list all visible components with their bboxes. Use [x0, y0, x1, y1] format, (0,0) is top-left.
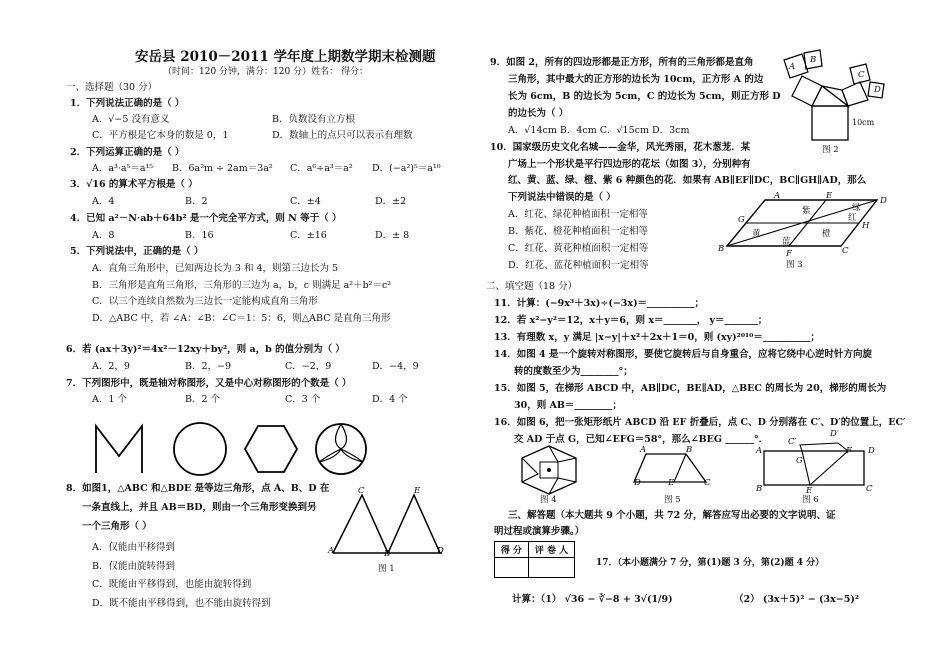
q7-option-d: D．4 个 [372, 394, 408, 405]
q5-option-b: B．三角形是直角三角形，三角形的三边为 a，b，c 则满足 a²＋b²＝c² [92, 280, 392, 291]
q9-line4: 的边长为（ ） [508, 108, 569, 119]
fig2-label-c: C [858, 70, 865, 80]
section-1-heading: 一、选择题（30 分） [66, 82, 158, 93]
q11: 11．计算：(−9x³＋3x)÷(−3x)＝__________； [494, 298, 705, 309]
trefoil-shape [316, 424, 366, 474]
q17-part2: （2） (3x＋5)² − (3x−5)² [734, 594, 860, 605]
fig2-caption: 图 2 [822, 145, 839, 155]
q5-option-c: C．以三个连续自然数为三边长一定能构成直角三角形 [92, 296, 318, 307]
section-2-heading: 二、填空题（18 分） [486, 281, 578, 292]
q7-option-b: B．2 个 [185, 394, 221, 405]
q15-line2: 30，则 AB＝________； [514, 400, 622, 411]
q4-option-d: D．± 8 [375, 230, 410, 241]
q9-line3: 长为 6cm，B 的边长为 5cm，C 的边长为 5cm，则正方形 D [508, 91, 781, 102]
fig3-label-d: D [880, 196, 887, 206]
q6-stem: 6．若 (ax＋3y)²＝4x²－12xy＋by²，则 a，b 的值分别为（ ） [66, 344, 345, 355]
fig6-label-a: A [756, 446, 763, 456]
fig3-caption: 图 3 [786, 260, 803, 270]
q3-option-d: D．±2 [375, 196, 407, 207]
fig1-label-d: D [437, 546, 444, 556]
q8-stem-line2: 一条直线上，并且 AB＝BD，则由一个三角形变换到另 [82, 502, 317, 513]
q6-option-c: C．−2，9 [285, 361, 332, 372]
fig3-region-yellow: 黄 [752, 229, 761, 239]
q8-option-b: B．仅能由旋转得到 [92, 561, 175, 572]
figure-6 [760, 437, 875, 489]
fig3-region-orange: 橙 [822, 229, 831, 239]
q2-stem: 2．下列运算正确的是（ ） [70, 147, 185, 158]
section-3-heading-line2: 明过程或演算步骤。） [494, 526, 585, 537]
fig5-label-a: A [640, 445, 647, 455]
fig1-label-a: A [328, 546, 335, 556]
fig6-label-b: B [756, 484, 763, 494]
q7-shapes [92, 418, 422, 478]
fig6-caption: 图 6 [802, 495, 819, 505]
q7-stem: 7．下列图形中，既是轴对称图形，又是中心对称图形的个数是（ ） [66, 378, 352, 389]
q4-option-a: A．8 [92, 230, 115, 241]
q4-stem: 4．已知 a²－N·ab＋64b² 是一个完全平方式，则 N 等于（ ） [70, 213, 342, 224]
fig3-label-g: G [738, 215, 745, 225]
fig6-label-f: F [846, 446, 852, 456]
fig2-label-d: D [874, 85, 881, 95]
q10-line3: 红、黄、蓝、绿、橙、紫 6 种颜色的花．如果有 AB∥EF∥DC，BC∥GH∥AD，那么 [508, 175, 867, 186]
fig1-caption: 图 1 [378, 564, 395, 574]
fig3-region-blue: 蓝 [782, 237, 791, 247]
fig3-label-e: E [826, 191, 833, 201]
q8-option-a: A．仅能由平移得到 [92, 542, 175, 553]
q5-option-d: D．△ABC 中，若 ∠A：∠B：∠C＝1：5：6，则△ABC 是直角三角形 [92, 313, 391, 324]
q5-option-a: A．直角三角形中，已知两边长为 3 和 4，则第三边长为 5 [92, 263, 339, 274]
score-table [494, 541, 575, 578]
q10-option-b: B．紫花、橙花种植面积一定相等 [508, 226, 648, 237]
fig5-label-e: E [668, 478, 675, 488]
figure-4 [514, 444, 584, 496]
q14-line2: 转的度数至少为________°； [514, 366, 633, 377]
fig1-label-c: C [358, 486, 365, 496]
q17-stem: 17．（本小题满分 7 分，第(1)题 3 分，第(2)题 4 分） [596, 558, 825, 568]
fig3-label-h: H [862, 221, 870, 231]
q8-option-c: C．既能由平移得到，也能由旋转得到 [92, 579, 252, 590]
page-title: 安岳县 2010－2011 学年度上期数学期末检测题 [135, 49, 436, 65]
q10-option-d: D．红花、蓝花种植面积一定相等 [508, 260, 649, 271]
fig6-label-c: C [866, 484, 873, 494]
q16-line2: 交 AD 于点 G，已知∠EFG＝58°，那么∠BEG ______°． [514, 434, 769, 445]
q2-option-c: C．a⁶÷a³＝a² [290, 163, 353, 174]
q8-option-d: D．既不能由平移得到，也不能由旋转得到 [92, 598, 271, 609]
fig1-label-b: B [384, 549, 391, 559]
q4-option-c: C．±16 [290, 230, 327, 241]
m-shape [96, 426, 142, 473]
q1-option-a: A．√−5 没有意义 [92, 114, 170, 125]
q10-option-c: C．红花、黄花种植面积一定相等 [508, 243, 649, 254]
q16-line1: 16．如图 6，把一张矩形纸片 ABCD 沿 EF 折叠后，点 C、D 分别落在 C′、D′的位置上，EC′ [494, 417, 906, 428]
q9-line1: 9．如图 2，所有的四边形都是正方形，所有的三角形都是直角 [490, 57, 754, 68]
q2-option-a: A．a³·a⁵＝a¹⁵ [92, 163, 154, 174]
q2-option-d: D．(−a²)⁵＝a¹⁰ [372, 163, 441, 174]
fig3-label-f: F [786, 249, 792, 259]
fig1-label-e: E [414, 486, 421, 496]
fig3-label-a: A [774, 191, 781, 201]
fig3-region-green: 绿 [852, 203, 861, 213]
q17-part1: 计算：（1） √36 − ∛−8 + 3√(1/9) [512, 594, 673, 605]
q10-line4: 下列说法中错误的是（ ） [508, 192, 616, 203]
q10-option-a: A．红花、绿花种植面积一定相等 [508, 209, 648, 220]
fig2-label-a: A [789, 62, 796, 72]
q9-line2: 三角形，其中最大的正方形的边长为 10cm，正方形 A 的边 [508, 74, 764, 85]
q6-option-b: B．2，−9 [185, 361, 232, 372]
score-cell[interactable] [495, 558, 529, 578]
hexagon-shape [245, 426, 297, 472]
q1-option-d: D．数轴上的点只可以表示有理数 [272, 130, 413, 141]
q12: 12．若 x²−y²＝12，x＋y＝6，则 x＝_______， y＝_______； [494, 315, 768, 326]
q9-options: A．√14cm B．4cm C．√15cm D．3cm [508, 125, 690, 136]
fig6-label-g: G [796, 456, 803, 466]
q3-option-a: A．4 [92, 196, 115, 207]
grader-cell[interactable] [529, 558, 575, 578]
fig5-caption: 图 5 [664, 495, 681, 505]
exam-info: （时间：120 分钟，满分：120 分）姓名： 得分： [163, 67, 368, 77]
q5-stem: 5．下列说法中，正确的是（ ） [70, 246, 204, 257]
q7-option-c: C．3 个 [285, 394, 321, 405]
q1-option-c: C．平方根是它本身的数是 0，1 [92, 130, 229, 141]
q14-line1: 14．如图 4 是一个旋转对称图形，要使它旋转后与自身重合，应将它绕中心逆时针方向旋 [494, 349, 872, 360]
score-header: 得 分 [495, 542, 529, 558]
q6-option-a: A．2，9 [92, 361, 130, 372]
fig2-label-b: B [810, 55, 817, 65]
q8-stem-line1: 8．如图1，△ABC 和△BDE 是等边三角形，点 A、B、D 在 [66, 483, 330, 494]
q1-stem: 1．下列说法正确的是（ ） [70, 98, 185, 109]
q4-option-b: B．16 [185, 230, 214, 241]
q10-line1: 10．国家级历史文化名城——金华，风光秀丽，花木葱茏．某 [490, 142, 751, 153]
grader-header: 评 卷 人 [529, 542, 575, 558]
q2-option-b: B．6a²m ÷ 2am＝3a² [172, 163, 273, 174]
q13: 13．有理数 x，y 满足 |x−y|＋x²＋2x＋1＝0，则 (xy)²⁰¹⁰＝__________； [494, 332, 820, 343]
q6-option-d: D．−4，9 [372, 361, 419, 372]
section-3-heading-line1: 三、解答题（本大题共 9 个小题，共 72 分，解答应写出必要的文字说明、证 [508, 510, 836, 521]
fig3-region-red: 红 [848, 213, 857, 223]
fig2-side-length: 10cm [852, 118, 875, 127]
fig5-label-c: C [704, 478, 711, 488]
fig3-label-c: C [842, 246, 849, 256]
fig6-label-e: E [806, 486, 813, 496]
fig6-label-d: D [868, 446, 875, 456]
fig3-region-purple: 紫 [802, 206, 811, 216]
q3-option-c: C．±4 [290, 196, 321, 207]
fig4-caption: 图 4 [540, 495, 557, 505]
q8-stem-line3: 一个三角形（ ） [82, 521, 152, 532]
fig3-label-b: B [718, 244, 725, 254]
circle-shape [174, 423, 226, 475]
q1-option-b: B．负数没有立方根 [272, 114, 355, 125]
fig5-label-d: D [634, 478, 641, 488]
q7-option-a: A．1 个 [92, 394, 127, 405]
fig6-label-c-prime: C′ [788, 437, 797, 447]
q10-line2: 广场上一个形状是平行四边形的花坛（如图 3），分别种有 [508, 159, 751, 170]
q3-stem: 3．√16 的算术平方根是（ ） [70, 179, 198, 190]
fig6-label-d-prime: D′ [830, 429, 839, 439]
fig5-label-b: B [686, 445, 693, 455]
q3-option-b: B．2 [185, 196, 208, 207]
q15-line1: 15．如图 5，在梯形 ABCD 中，AB∥DC，BE∥AD，△BEC 的周长为 20，梯形的周长为 [494, 383, 887, 394]
